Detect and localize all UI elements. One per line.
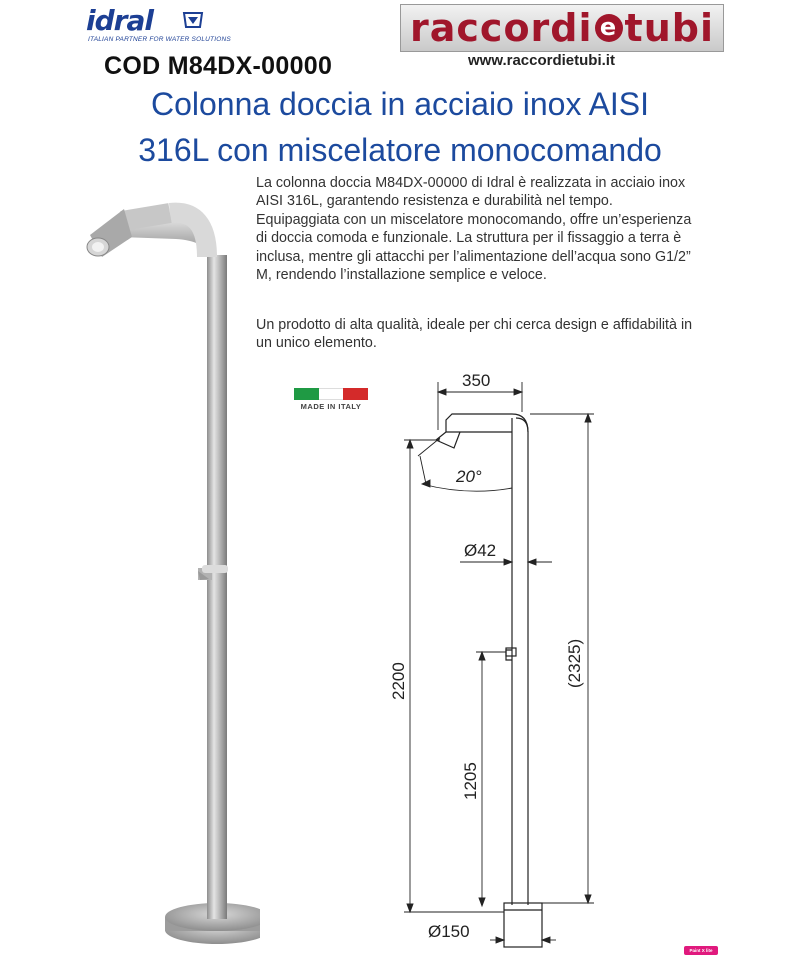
dim-total-height: (2325) [565,638,584,688]
dim-mixer-height: 1205 [461,762,480,800]
product-description-summary: Un prodotto di alta qualità, ideale per chi cerca design e affidabilità in un unico elemento. [256,317,693,352]
product-description: La colonna doccia M84DX-00000 di Idral è realizzata in acciaio inox AISI 316L, garantendo resistenza e durabilità nel tempo. Equipaggiata con un miscelatore monocomando, offre un’esperienza di doccia comoda e funzionale. La struttura per il fissaggio a terra è inclusa, mentre gli attacchi per l’alimentazione dell’acqua sono G1/2” M, rendendo l’installazione semplice e veloce. [256,175,692,284]
retailer-name-e: e [595,14,623,42]
retailer-name-right: tubi [624,6,714,50]
product-title-line-1: Colonna doccia in acciaio inox AISI [150,86,650,122]
dim-width: 350 [462,371,491,390]
dim-base-diameter: Ø150 [428,922,470,941]
product-code: COD M84DX-00000 [104,52,333,80]
retailer-name-left: raccordi [410,6,593,50]
dim-pipe-diameter: Ø42 [464,541,497,560]
dim-angle: 20° [456,467,482,486]
idral-tagline: ITALIAN PARTNER FOR WATER SOLUTIONS [88,36,231,43]
idral-wordmark: idral [86,4,153,37]
product-title-line-2: 316L con miscelatore monocomando [138,132,662,168]
retailer-url[interactable]: www.raccordietubi.it [468,52,615,69]
watermark-badge: Paint X lite [684,946,718,955]
made-in-italy-label: MADE IN ITALY [300,402,362,411]
dim-spout-height: 2200 [389,662,408,700]
